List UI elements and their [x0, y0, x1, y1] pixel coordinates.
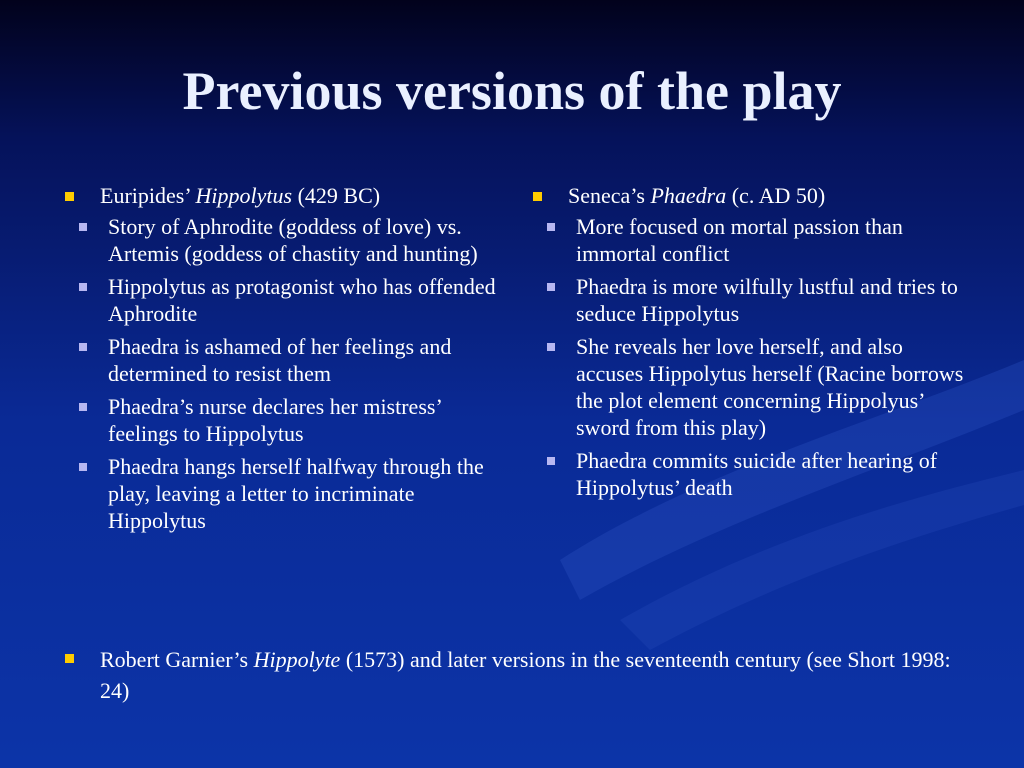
bullet-square-icon — [65, 192, 74, 201]
left-column — [62, 182, 502, 540]
garnier-item — [62, 644, 982, 706]
list-item-text: Story of Aphrodite (goddess of love) vs. Artemis (goddess of chastity and hunting) — [108, 214, 478, 266]
list-item — [62, 333, 502, 387]
bullet-square-icon — [65, 654, 74, 663]
sub-bullet-icon — [547, 457, 555, 465]
euripides-heading — [62, 182, 502, 209]
list-item-text: Phaedra is more wilfully lustful and tries to seduce Hippolytus — [576, 274, 958, 326]
list-item-text: Phaedra’s nurse declares her mistress’ feelings to Hippolytus — [108, 394, 442, 446]
list-item — [62, 453, 502, 534]
list-item — [530, 213, 970, 267]
list-item — [530, 273, 970, 327]
heading-date: (c. AD 50) — [726, 183, 826, 208]
sub-bullet-icon — [547, 283, 555, 291]
right-column — [530, 182, 970, 507]
list-item-text: Phaedra commits suicide after hearing of Hippolytus’ death — [576, 448, 938, 500]
sub-bullet-icon — [79, 403, 87, 411]
bottom-text: Robert Garnier’s — [100, 647, 254, 672]
list-item-text: Hippolytus as protagonist who has offended Aphrodite — [108, 274, 496, 326]
list-item-text: Phaedra hangs herself halfway through the play, leaving a letter to incriminate Hippolytus — [108, 454, 484, 533]
heading-text: Seneca’s — [568, 183, 651, 208]
play-title: Hippolyte — [253, 647, 341, 672]
seneca-heading — [530, 182, 970, 209]
heading-date: (429 BC) — [292, 183, 381, 208]
list-item-text: More focused on mortal passion than immortal conflict — [576, 214, 903, 266]
sub-bullet-icon — [79, 463, 87, 471]
heading-text: Euripides’ — [100, 183, 196, 208]
sub-bullet-icon — [79, 283, 87, 291]
play-title: Phaedra — [650, 183, 727, 208]
euripides-points — [62, 213, 502, 534]
list-item-text: Phaedra is ashamed of her feelings and determined to resist them — [108, 334, 452, 386]
play-title: Hippolytus — [195, 183, 293, 208]
list-item — [530, 333, 970, 441]
slide-title: Previous versions of the play — [182, 61, 842, 121]
list-item — [530, 447, 970, 501]
list-item — [62, 213, 502, 267]
bottom-section — [62, 644, 982, 706]
sub-bullet-icon — [79, 223, 87, 231]
bullet-square-icon — [533, 192, 542, 201]
sub-bullet-icon — [547, 343, 555, 351]
bottom-text-rest: (1573) and later versions in the seventeenth century (see Short 1998: 24) — [100, 647, 951, 703]
sub-bullet-icon — [547, 223, 555, 231]
sub-bullet-icon — [79, 343, 87, 351]
seneca-points — [530, 213, 970, 501]
list-item — [62, 393, 502, 447]
list-item — [62, 273, 502, 327]
list-item-text: She reveals her love herself, and also accuses Hippolytus herself (Racine borrows the plot element concerning Hippolyus’ sword from this play) — [576, 334, 964, 440]
